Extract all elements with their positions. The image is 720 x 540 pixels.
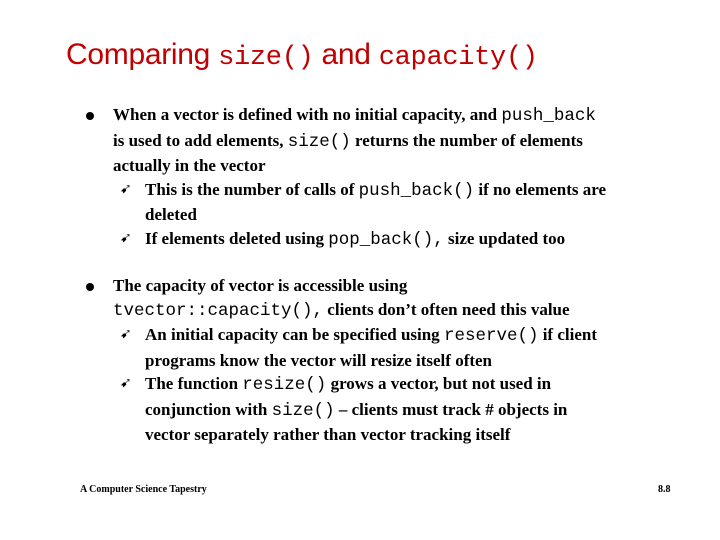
title-text-1: Comparing [66, 38, 219, 71]
bullet-1-text [113, 103, 686, 178]
text-line: tvector::capacity(), clients don’t often need this value [113, 299, 570, 321]
bullet-2-text [113, 274, 686, 323]
sub-bullet-2-2 [120, 372, 686, 447]
text-line: conjunction with size() – clients must track # objects in [145, 399, 568, 421]
text-line: This is the number of calls of push_back() if no elements are [145, 179, 607, 201]
title-code-2: capacity() [378, 43, 538, 73]
text-line: actually in the vector [113, 156, 266, 175]
sub-bullet-arrow-icon: ➹ [120, 180, 132, 197]
slide-title [66, 38, 706, 73]
text-line: vector separately rather than vector tracking itself [145, 425, 511, 444]
text-line: When a vector is defined with no initial capacity, and push_back [113, 105, 596, 126]
sub-bullet-arrow-icon: ➹ [120, 229, 132, 246]
sub-bullet-1-1 [120, 178, 686, 227]
bullet-dot-icon [86, 112, 94, 120]
bullet-2 [86, 274, 686, 447]
text-line: is used to add elements, size() returns the number of elements [113, 130, 583, 152]
text-line: If elements deleted using pop_back(), size updated too [145, 228, 566, 250]
text-line: programs know the vector will resize itself often [145, 350, 493, 370]
title-text-2: and [313, 38, 379, 71]
bullet-1 [86, 103, 686, 252]
sub-bullet-1-2 [120, 227, 686, 253]
footer-source: A Computer Science Tapestry [80, 484, 207, 495]
sub-bullet-2-1 [120, 323, 686, 372]
sub-bullet-arrow-icon: ➹ [120, 326, 132, 342]
sub-bullet-arrow-icon: ➹ [120, 375, 132, 391]
bullet-dot-icon [86, 283, 94, 291]
title-code-1: size() [218, 43, 314, 73]
page-number: 8.8 [658, 484, 671, 495]
text-line: An initial capacity can be specified using reserve() if client [145, 325, 597, 346]
text-line: The function resize() grows a vector, but not used in [145, 374, 552, 395]
text-line: deleted [145, 205, 197, 224]
text-line: The capacity of vector is accessible using [113, 276, 408, 295]
